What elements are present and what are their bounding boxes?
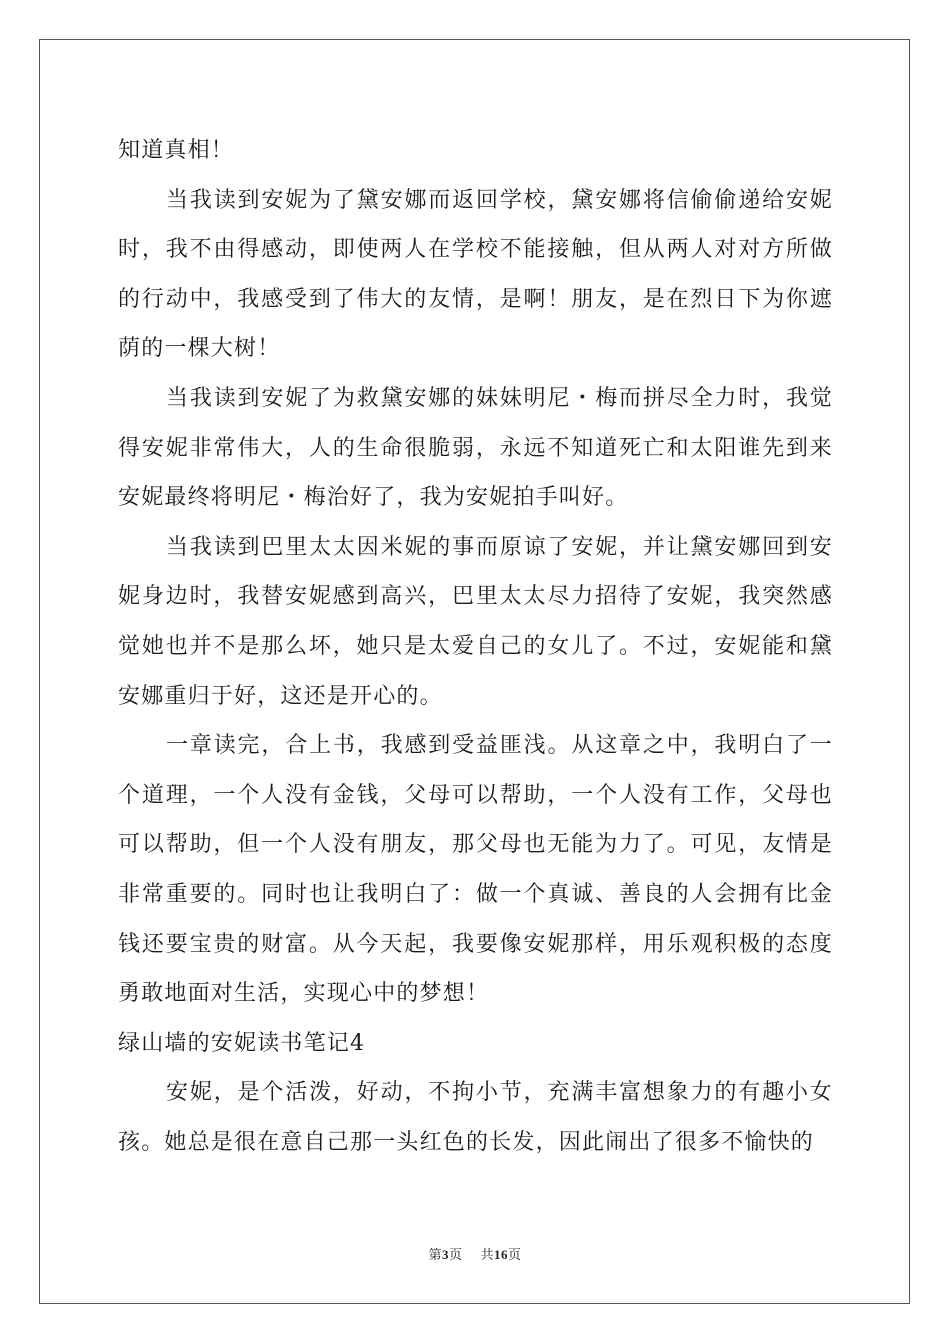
page-prefix: 第	[428, 1248, 442, 1263]
paragraph-0: 知道真相！	[118, 138, 235, 163]
page-number: 3	[441, 1247, 449, 1262]
paragraph-2: 当我读到安妮了为救黛安娜的妹妹明尼・梅而拼尽全力时，我觉得安妮非常伟大，人的生命很脆弱，永远不知道死亡和太阳谁先到来安妮最终将明尼・梅治好了，我为安妮拍手叫好。	[118, 385, 833, 511]
paragraph-3: 当我读到巴里太太因米妮的事而原谅了安妮，并让黛安娜回到安妮身边时，我替安妮感到高兴，巴里太太尽力招待了安妮，我突然感觉她也并不是那么坏，她只是太爱自己的女儿了。不过，安妮能和黛安娜重归于好，这还是开心的。	[118, 534, 833, 709]
total-prefix: 共	[480, 1248, 495, 1263]
section-heading: 绿山墙的安妮读书笔记4	[118, 1030, 366, 1056]
document-body	[118, 126, 833, 1167]
total-pages: 16	[494, 1247, 509, 1262]
paragraph-4: 一章读完，合上书，我感到受益匪浅。从这章之中，我明白了一个道理，一个人没有金钱，父母可以帮助，一个人没有工作，父母也可以帮助，但一个人没有朋友，那父母也无能为力了。可见，友情是非常重要的。同时也让我明白了：做一个真诚、善良的人会拥有比金钱还要宝贵的财富。从今天起，我要像安妮那样，用乐观积极的态度勇敢地面对生活，实现心中的梦想！	[118, 733, 833, 1007]
page-footer	[0, 1244, 950, 1263]
page-suffix: 页	[448, 1248, 463, 1263]
paragraph-final: 安妮，是个活泼，好动，不拘小节，充满丰富想象力的有趣小女孩。她总是很在意自己那一头红色的长发，因此闹出了很多不愉快的	[118, 1080, 833, 1155]
total-suffix: 页	[508, 1248, 522, 1263]
paragraph-1: 当我读到安妮为了黛安娜而返回学校，黛安娜将信偷偷递给安妮时，我不由得感动，即使两人在学校不能接触，但从两人对对方所做的行动中，我感受到了伟大的友情，是啊！朋友，是在烈日下为你遮荫的一棵大树！	[118, 187, 833, 362]
